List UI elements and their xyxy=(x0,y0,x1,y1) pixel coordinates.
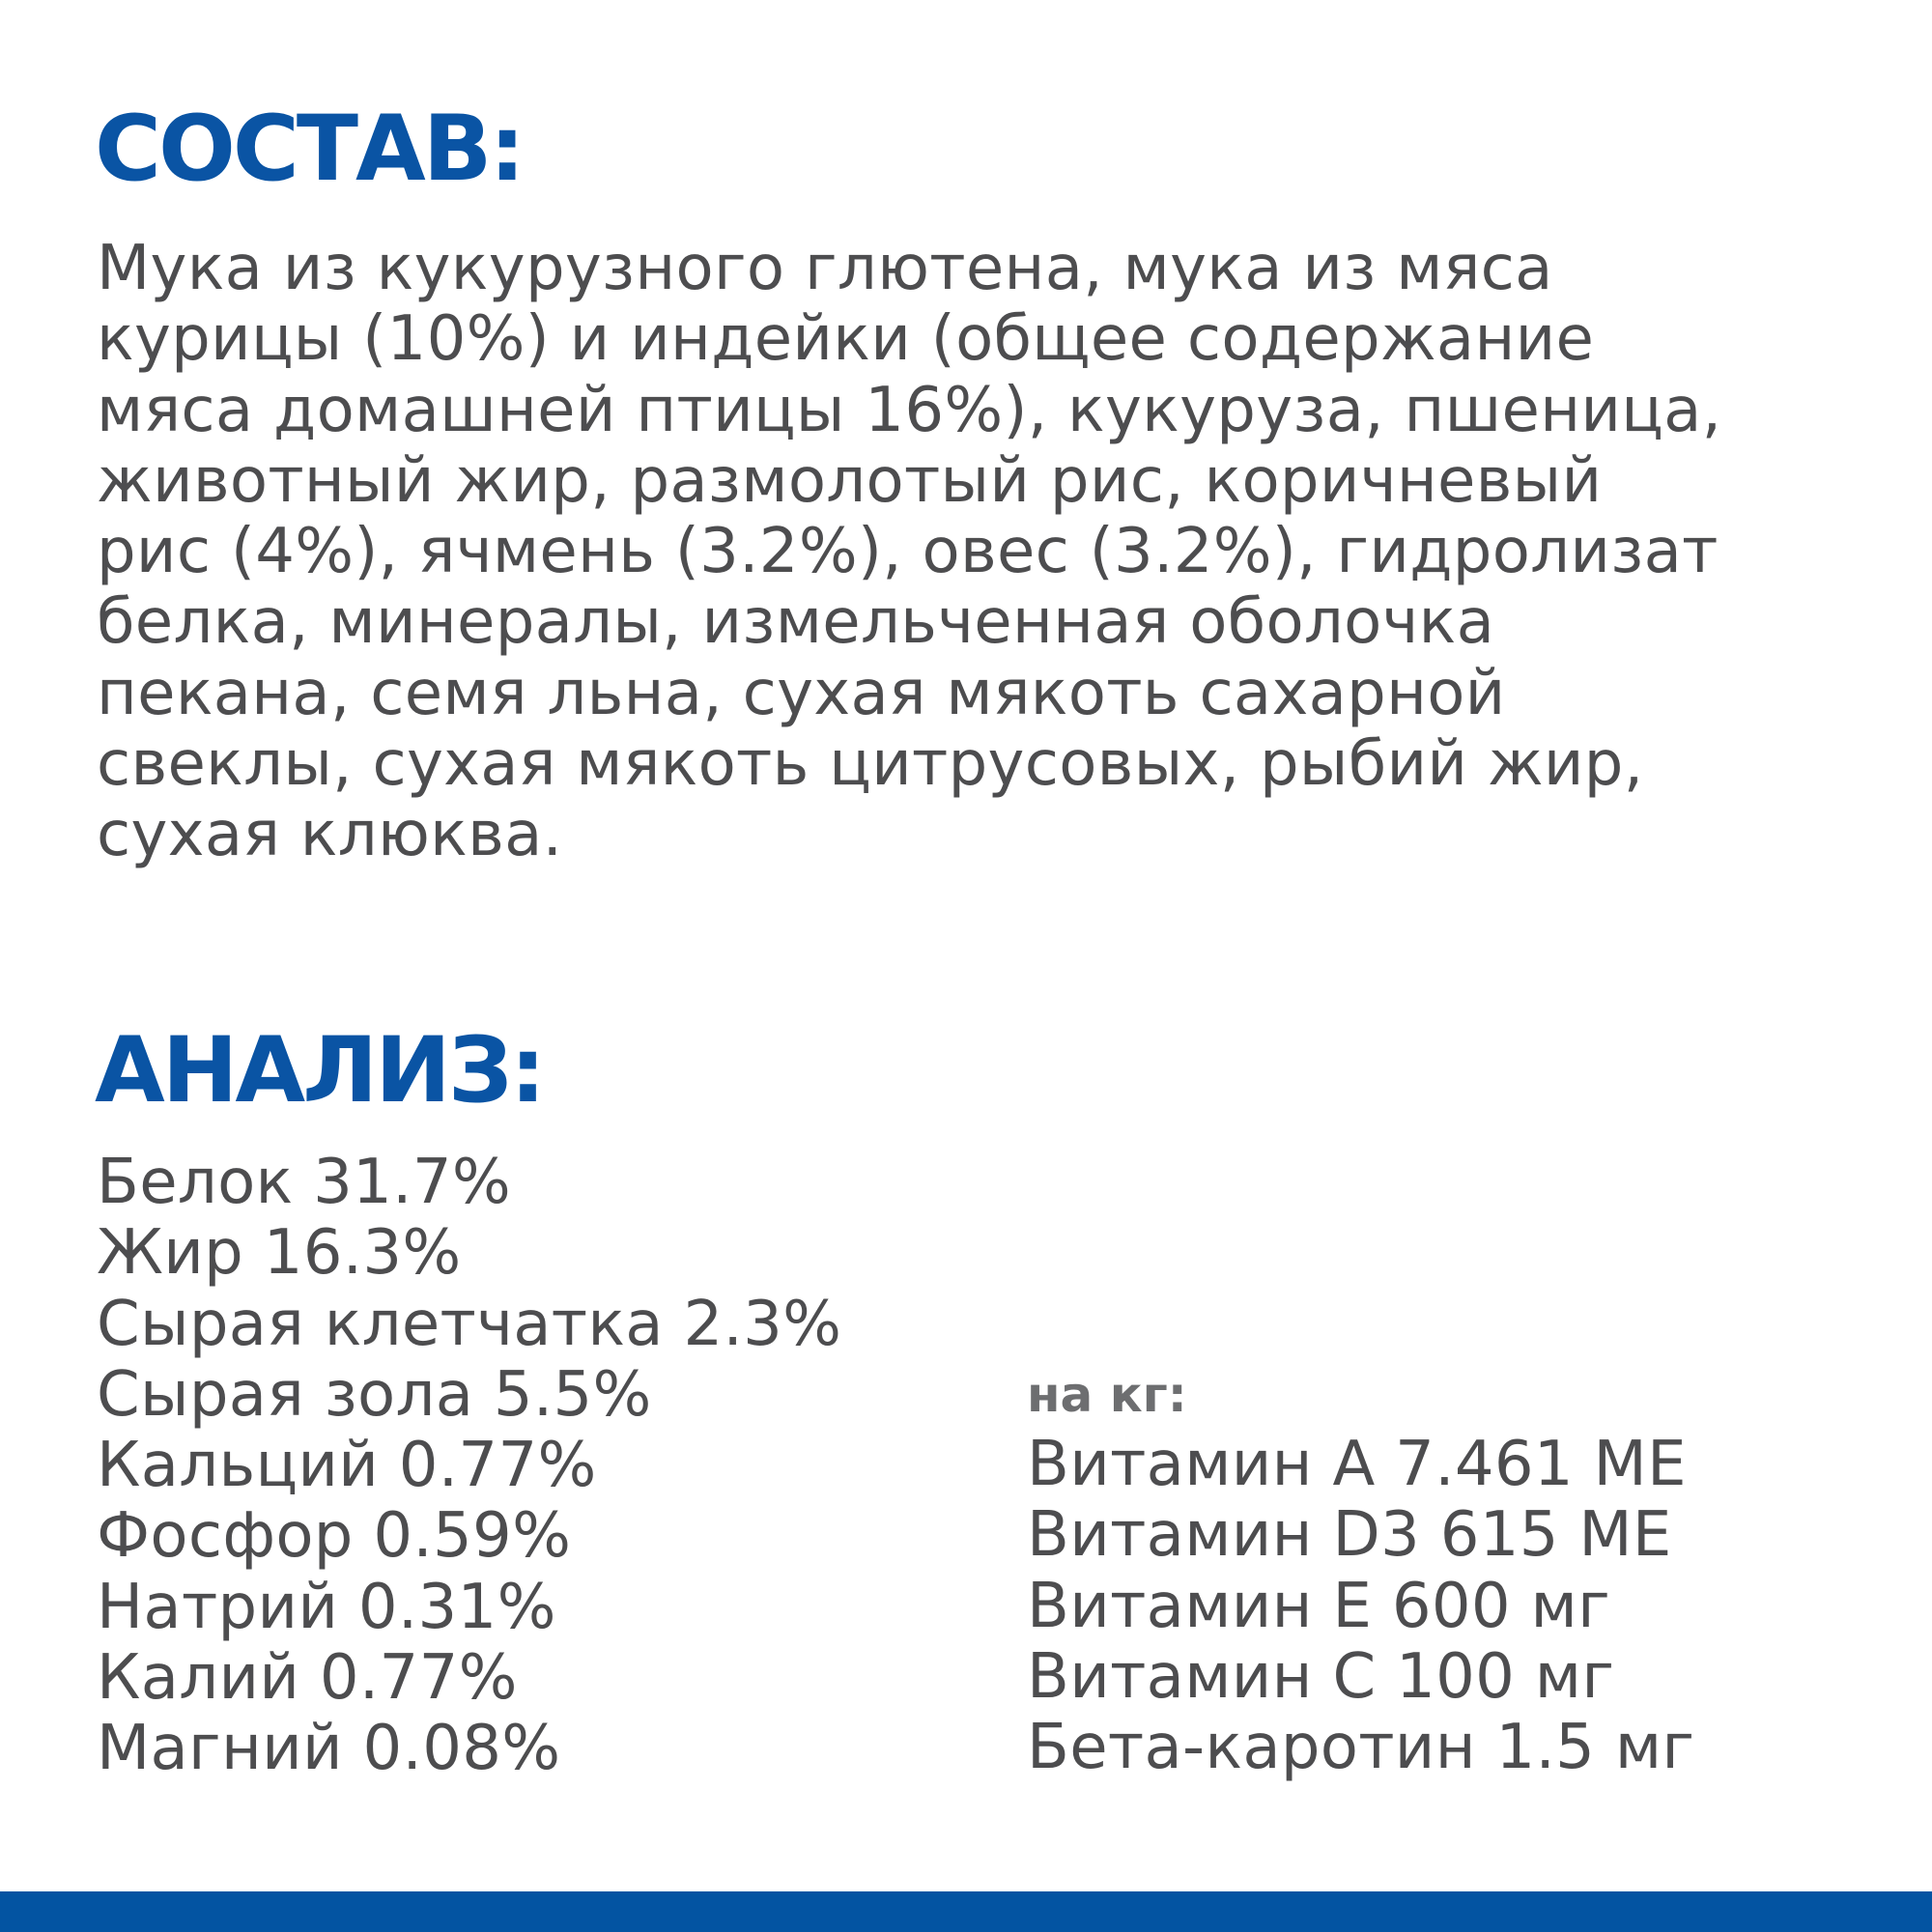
per-kg-label: на кг: xyxy=(1027,1367,1187,1423)
analysis-item: Фосфор 0.59% xyxy=(97,1500,572,1573)
analysis-title: АНАЛИЗ: xyxy=(95,1018,544,1123)
vitamin-item: Бета-каротин 1.5 мг xyxy=(1027,1712,1695,1784)
analysis-item: Магний 0.08% xyxy=(97,1713,561,1785)
bottom-accent-bar xyxy=(0,1891,1932,1932)
analysis-item: Жир 16.3% xyxy=(97,1217,462,1290)
composition-line: мяса домашней птицы 16%), кукуруза, пшеница, xyxy=(97,374,1722,446)
composition-title: СОСТАВ: xyxy=(95,97,523,202)
analysis-item: Натрий 0.31% xyxy=(97,1571,556,1643)
per-kg-list xyxy=(1027,1430,1694,1783)
analysis-item: Сырая клетчатка 2.3% xyxy=(97,1288,842,1360)
vitamin-item: Витамин С 100 мг xyxy=(1027,1640,1615,1713)
composition-line: пекана, семя льна, сухая мякоть сахарной xyxy=(97,657,1506,729)
vitamin-item: Витамин А 7.461 МЕ xyxy=(1027,1429,1687,1500)
vitamin-item: Витамин Е 600 мг xyxy=(1027,1570,1611,1642)
composition-line: белка, минералы, измельченная оболочка xyxy=(97,586,1495,659)
composition-line: курицы (10%) и индейки (общее содержание xyxy=(97,303,1595,376)
composition-line: животный жир, размолотый рис, коричневый xyxy=(97,444,1603,517)
composition-line: рис (4%), ячмень (3.2%), овес (3.2%), гидролизат xyxy=(97,516,1719,588)
composition-text xyxy=(97,234,1721,871)
composition-line: сухая клюква. xyxy=(97,799,563,871)
analysis-list xyxy=(97,1148,841,1785)
analysis-item: Белок 31.7% xyxy=(97,1147,511,1218)
composition-line: свеклы, сухая мякоть цитрусовых, рыбий жир, xyxy=(97,728,1644,801)
vitamin-item: Витамин D3 615 МЕ xyxy=(1027,1499,1672,1572)
analysis-item: Калий 0.77% xyxy=(97,1642,518,1715)
analysis-item: Кальций 0.77% xyxy=(97,1430,597,1502)
composition-line: Мука из кукурузного глютена, мука из мяса xyxy=(97,233,1553,304)
analysis-item: Сырая зола 5.5% xyxy=(97,1358,652,1431)
